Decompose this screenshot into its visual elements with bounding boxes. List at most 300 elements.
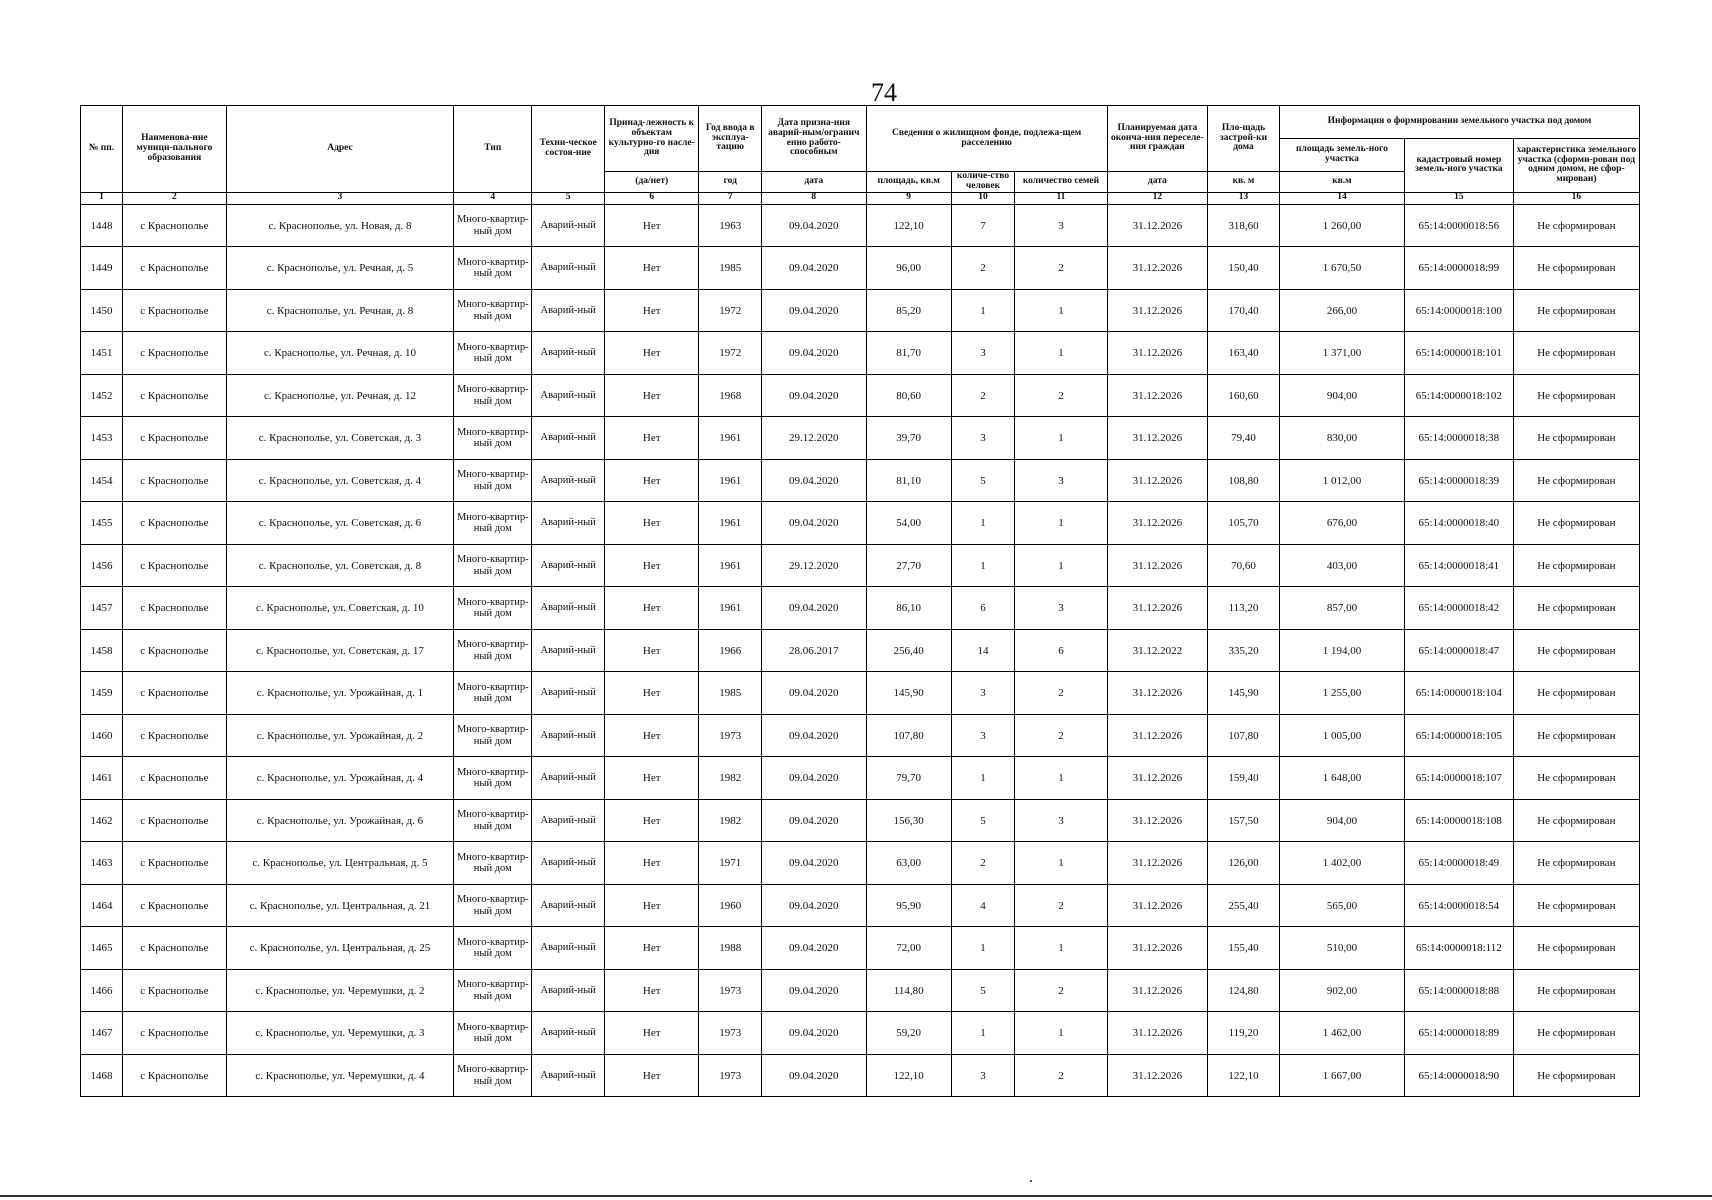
type-cell: Много-квартир-ный дом <box>454 1012 532 1055</box>
table-row <box>81 332 1640 375</box>
land-area-cell: 1 462,00 <box>1279 1012 1404 1055</box>
cadastral-number-cell: 65:14:0000018:47 <box>1405 629 1514 672</box>
planned-date-cell: 31.12.2026 <box>1107 417 1208 460</box>
family-count-cell: 1 <box>1015 842 1107 885</box>
planned-date-cell: 31.12.2026 <box>1107 672 1208 715</box>
area-cell: 122,10 <box>866 204 951 247</box>
tech-state-cell: Аварий-ный <box>532 502 605 545</box>
table-row <box>81 1012 1640 1055</box>
tech-state-cell: Аварий-ный <box>532 1054 605 1097</box>
people-count-cell: 2 <box>951 247 1015 290</box>
type-cell: Много-квартир-ный дом <box>454 884 532 927</box>
land-area-cell: 676,00 <box>1279 502 1404 545</box>
area-cell: 85,20 <box>866 289 951 332</box>
cadastral-number-cell: 65:14:0000018:39 <box>1405 459 1514 502</box>
land-status-cell: Не сформирован <box>1513 757 1639 800</box>
tech-state-cell: Аварий-ный <box>532 714 605 757</box>
land-status-cell: Не сформирован <box>1513 927 1639 970</box>
cadastral-number-cell: 65:14:0000018:42 <box>1405 587 1514 630</box>
land-status-cell: Не сформирован <box>1513 714 1639 757</box>
cadastral-number-cell: 65:14:0000018:107 <box>1405 757 1514 800</box>
people-count-cell: 5 <box>951 969 1015 1012</box>
planned-date-cell: 31.12.2026 <box>1107 587 1208 630</box>
table-row <box>81 587 1640 630</box>
heritage-cell: Нет <box>605 502 699 545</box>
year-cell: 1961 <box>699 544 762 587</box>
recognition-date-cell: 29.12.2020 <box>761 544 866 587</box>
table-row <box>81 544 1640 587</box>
address-cell: с. Краснополье, ул. Речная, д. 8 <box>226 289 454 332</box>
type-cell: Много-квартир-ный дом <box>454 332 532 375</box>
tech-state-cell: Аварий-ный <box>532 629 605 672</box>
subheader-families: количество семей <box>1015 172 1107 193</box>
area-cell: 39,70 <box>866 417 951 460</box>
land-status-cell: Не сформирован <box>1513 417 1639 460</box>
row-number-cell: 1463 <box>81 842 123 885</box>
municipality-cell: с Краснополье <box>123 884 227 927</box>
land-status-cell: Не сформирован <box>1513 884 1639 927</box>
land-area-cell: 904,00 <box>1279 374 1404 417</box>
row-number-cell: 1457 <box>81 587 123 630</box>
land-area-cell: 1 371,00 <box>1279 332 1404 375</box>
recognition-date-cell: 09.04.2020 <box>761 1054 866 1097</box>
cadastral-number-cell: 65:14:0000018:88 <box>1405 969 1514 1012</box>
people-count-cell: 2 <box>951 842 1015 885</box>
land-area-cell: 1 667,00 <box>1279 1054 1404 1097</box>
building-area-cell: 122,10 <box>1208 1054 1280 1097</box>
family-count-cell: 1 <box>1015 417 1107 460</box>
planned-date-cell: 31.12.2026 <box>1107 969 1208 1012</box>
cadastral-number-cell: 65:14:0000018:100 <box>1405 289 1514 332</box>
address-cell: с. Краснополье, ул. Центральная, д. 25 <box>226 927 454 970</box>
table-row <box>81 714 1640 757</box>
municipality-cell: с Краснополье <box>123 629 227 672</box>
tech-state-cell: Аварий-ный <box>532 289 605 332</box>
column-number: 14 <box>1279 192 1404 204</box>
tech-state-cell: Аварий-ный <box>532 417 605 460</box>
land-status-cell: Не сформирован <box>1513 374 1639 417</box>
area-cell: 63,00 <box>866 842 951 885</box>
row-number-cell: 1451 <box>81 332 123 375</box>
building-area-cell: 145,90 <box>1208 672 1280 715</box>
planned-date-cell: 31.12.2026 <box>1107 1054 1208 1097</box>
column-number: 5 <box>532 192 605 204</box>
cadastral-number-cell: 65:14:0000018:49 <box>1405 842 1514 885</box>
planned-date-cell: 31.12.2026 <box>1107 332 1208 375</box>
address-cell: с. Краснополье, ул. Центральная, д. 5 <box>226 842 454 885</box>
header-land-area: площадь земель-ного участка <box>1279 139 1404 172</box>
column-number: 8 <box>761 192 866 204</box>
building-area-cell: 155,40 <box>1208 927 1280 970</box>
table-body <box>81 204 1640 1097</box>
year-cell: 1968 <box>699 374 762 417</box>
people-count-cell: 3 <box>951 672 1015 715</box>
column-number: 12 <box>1107 192 1208 204</box>
type-cell: Много-квартир-ный дом <box>454 1054 532 1097</box>
recognition-date-cell: 09.04.2020 <box>761 374 866 417</box>
family-count-cell: 1 <box>1015 289 1107 332</box>
area-cell: 107,80 <box>866 714 951 757</box>
recognition-date-cell: 09.04.2020 <box>761 969 866 1012</box>
land-area-cell: 565,00 <box>1279 884 1404 927</box>
building-area-cell: 124,80 <box>1208 969 1280 1012</box>
planned-date-cell: 31.12.2026 <box>1107 884 1208 927</box>
type-cell: Много-квартир-ный дом <box>454 459 532 502</box>
building-area-cell: 70,60 <box>1208 544 1280 587</box>
area-cell: 81,10 <box>866 459 951 502</box>
address-cell: с. Краснополье, ул. Советская, д. 3 <box>226 417 454 460</box>
land-status-cell: Не сформирован <box>1513 799 1639 842</box>
column-number: 16 <box>1513 192 1639 204</box>
municipality-cell: с Краснополье <box>123 374 227 417</box>
building-area-cell: 108,80 <box>1208 459 1280 502</box>
family-count-cell: 2 <box>1015 969 1107 1012</box>
people-count-cell: 1 <box>951 927 1015 970</box>
column-number: 11 <box>1015 192 1107 204</box>
type-cell: Много-квартир-ный дом <box>454 374 532 417</box>
type-cell: Много-квартир-ный дом <box>454 587 532 630</box>
type-cell: Много-квартир-ный дом <box>454 969 532 1012</box>
address-cell: с. Краснополье, ул. Урожайная, д. 6 <box>226 799 454 842</box>
land-area-cell: 1 260,00 <box>1279 204 1404 247</box>
column-number: 13 <box>1208 192 1280 204</box>
municipality-cell: с Краснополье <box>123 502 227 545</box>
table-row <box>81 374 1640 417</box>
land-area-cell: 902,00 <box>1279 969 1404 1012</box>
municipality-cell: с Краснополье <box>123 332 227 375</box>
address-cell: с. Краснополье, ул. Центральная, д. 21 <box>226 884 454 927</box>
land-status-cell: Не сформирован <box>1513 1054 1639 1097</box>
address-cell: с. Краснополье, ул. Речная, д. 5 <box>226 247 454 290</box>
address-cell: с. Краснополье, ул. Урожайная, д. 4 <box>226 757 454 800</box>
heritage-cell: Нет <box>605 289 699 332</box>
type-cell: Много-квартир-ный дом <box>454 629 532 672</box>
tech-state-cell: Аварий-ный <box>532 842 605 885</box>
municipality-cell: с Краснополье <box>123 1012 227 1055</box>
subheader-year: год <box>699 172 762 193</box>
family-count-cell: 1 <box>1015 927 1107 970</box>
subheader-area: площадь, кв.м <box>866 172 951 193</box>
family-count-cell: 3 <box>1015 459 1107 502</box>
scan-speck <box>1030 1180 1032 1182</box>
land-status-cell: Не сформирован <box>1513 502 1639 545</box>
recognition-date-cell: 09.04.2020 <box>761 842 866 885</box>
row-number-cell: 1461 <box>81 757 123 800</box>
municipality-cell: с Краснополье <box>123 1054 227 1097</box>
subheader-land-area: кв.м <box>1279 172 1404 193</box>
tech-state-cell: Аварий-ный <box>532 969 605 1012</box>
cadastral-number-cell: 65:14:0000018:90 <box>1405 1054 1514 1097</box>
type-cell: Много-квартир-ный дом <box>454 544 532 587</box>
cadastral-number-cell: 65:14:0000018:41 <box>1405 544 1514 587</box>
header-planned-date: Планируемая дата оконча-ния переселе-ния граждан <box>1107 106 1208 172</box>
municipality-cell: с Краснополье <box>123 544 227 587</box>
people-count-cell: 1 <box>951 289 1015 332</box>
address-cell: с. Краснополье, ул. Советская, д. 4 <box>226 459 454 502</box>
planned-date-cell: 31.12.2026 <box>1107 374 1208 417</box>
table-row <box>81 204 1640 247</box>
table-row <box>81 247 1640 290</box>
municipality-cell: с Краснополье <box>123 799 227 842</box>
recognition-date-cell: 09.04.2020 <box>761 1012 866 1055</box>
land-area-cell: 1 648,00 <box>1279 757 1404 800</box>
header-land-group: Информация о формировании земельного участка под домом <box>1279 106 1639 139</box>
land-area-cell: 510,00 <box>1279 927 1404 970</box>
recognition-date-cell: 09.04.2020 <box>761 927 866 970</box>
type-cell: Много-квартир-ный дом <box>454 842 532 885</box>
header-heritage: Принад-лежность к объектам культурно-го насле-дия <box>605 106 699 172</box>
recognition-date-cell: 09.04.2020 <box>761 459 866 502</box>
header-year-commission: Год ввода в эксплуа-тацию <box>699 106 762 172</box>
land-area-cell: 830,00 <box>1279 417 1404 460</box>
people-count-cell: 3 <box>951 714 1015 757</box>
people-count-cell: 4 <box>951 884 1015 927</box>
year-cell: 1973 <box>699 1012 762 1055</box>
family-count-cell: 2 <box>1015 714 1107 757</box>
land-status-cell: Не сформирован <box>1513 459 1639 502</box>
family-count-cell: 1 <box>1015 544 1107 587</box>
tech-state-cell: Аварий-ный <box>532 332 605 375</box>
type-cell: Много-квартир-ный дом <box>454 289 532 332</box>
people-count-cell: 1 <box>951 757 1015 800</box>
planned-date-cell: 31.12.2026 <box>1107 502 1208 545</box>
municipality-cell: с Краснополье <box>123 927 227 970</box>
area-cell: 81,70 <box>866 332 951 375</box>
family-count-cell: 2 <box>1015 247 1107 290</box>
land-status-cell: Не сформирован <box>1513 1012 1639 1055</box>
header-building-area: Пло-щадь застрой-ки дома <box>1208 106 1280 172</box>
year-cell: 1971 <box>699 842 762 885</box>
family-count-cell: 1 <box>1015 332 1107 375</box>
planned-date-cell: 31.12.2026 <box>1107 842 1208 885</box>
planned-date-cell: 31.12.2026 <box>1107 459 1208 502</box>
heritage-cell: Нет <box>605 247 699 290</box>
heritage-cell: Нет <box>605 459 699 502</box>
row-number-cell: 1460 <box>81 714 123 757</box>
column-number: 3 <box>226 192 454 204</box>
planned-date-cell: 31.12.2026 <box>1107 204 1208 247</box>
land-status-cell: Не сформирован <box>1513 204 1639 247</box>
building-area-cell: 255,40 <box>1208 884 1280 927</box>
table-row <box>81 417 1640 460</box>
land-area-cell: 1 255,00 <box>1279 672 1404 715</box>
building-area-cell: 160,60 <box>1208 374 1280 417</box>
land-area-cell: 1 005,00 <box>1279 714 1404 757</box>
column-number-row <box>81 192 1640 204</box>
tech-state-cell: Аварий-ный <box>532 927 605 970</box>
building-area-cell: 318,60 <box>1208 204 1280 247</box>
recognition-date-cell: 09.04.2020 <box>761 714 866 757</box>
subheader-heritage: (да/нет) <box>605 172 699 193</box>
heritage-cell: Нет <box>605 927 699 970</box>
people-count-cell: 1 <box>951 1012 1015 1055</box>
building-area-cell: 79,40 <box>1208 417 1280 460</box>
area-cell: 80,60 <box>866 374 951 417</box>
row-number-cell: 1464 <box>81 884 123 927</box>
building-area-cell: 159,40 <box>1208 757 1280 800</box>
year-cell: 1985 <box>699 247 762 290</box>
header-housing-group: Сведения о жилищном фонде, подлежа-щем расселению <box>866 106 1107 172</box>
row-number-cell: 1449 <box>81 247 123 290</box>
cadastral-number-cell: 65:14:0000018:108 <box>1405 799 1514 842</box>
subheader-people: количе-ство человек <box>951 172 1015 193</box>
building-area-cell: 157,50 <box>1208 799 1280 842</box>
tech-state-cell: Аварий-ный <box>532 1012 605 1055</box>
table-row <box>81 1054 1640 1097</box>
planned-date-cell: 31.12.2026 <box>1107 544 1208 587</box>
cadastral-number-cell: 65:14:0000018:105 <box>1405 714 1514 757</box>
row-number-cell: 1459 <box>81 672 123 715</box>
municipality-cell: с Краснополье <box>123 672 227 715</box>
year-cell: 1963 <box>699 204 762 247</box>
tech-state-cell: Аварий-ный <box>532 799 605 842</box>
header-cadastral: кадастровый номер земель-ного участка <box>1405 139 1514 193</box>
year-cell: 1972 <box>699 332 762 375</box>
people-count-cell: 3 <box>951 1054 1015 1097</box>
header-land-char: характеристика земельного участка (сформи-рован под одним домом, не сфор-мирован) <box>1513 139 1639 193</box>
table-row <box>81 757 1640 800</box>
family-count-cell: 2 <box>1015 374 1107 417</box>
tech-state-cell: Аварий-ный <box>532 247 605 290</box>
land-area-cell: 266,00 <box>1279 289 1404 332</box>
subheader-building-area: кв. м <box>1208 172 1280 193</box>
area-cell: 96,00 <box>866 247 951 290</box>
row-number-cell: 1450 <box>81 289 123 332</box>
address-cell: с. Краснополье, ул. Новая, д. 8 <box>226 204 454 247</box>
table-row <box>81 289 1640 332</box>
planned-date-cell: 31.12.2022 <box>1107 629 1208 672</box>
header-type: Тип <box>454 106 532 193</box>
address-cell: с. Краснополье, ул. Советская, д. 8 <box>226 544 454 587</box>
column-number: 2 <box>123 192 227 204</box>
area-cell: 59,20 <box>866 1012 951 1055</box>
land-status-cell: Не сформирован <box>1513 544 1639 587</box>
municipality-cell: с Краснополье <box>123 289 227 332</box>
heritage-cell: Нет <box>605 374 699 417</box>
family-count-cell: 2 <box>1015 1054 1107 1097</box>
recognition-date-cell: 09.04.2020 <box>761 204 866 247</box>
table-row <box>81 502 1640 545</box>
cadastral-number-cell: 65:14:0000018:40 <box>1405 502 1514 545</box>
area-cell: 122,10 <box>866 1054 951 1097</box>
cadastral-number-cell: 65:14:0000018:104 <box>1405 672 1514 715</box>
heritage-cell: Нет <box>605 587 699 630</box>
building-area-cell: 163,40 <box>1208 332 1280 375</box>
recognition-date-cell: 29.12.2020 <box>761 417 866 460</box>
heritage-cell: Нет <box>605 1054 699 1097</box>
address-cell: с. Краснополье, ул. Черемушки, д. 4 <box>226 1054 454 1097</box>
cadastral-number-cell: 65:14:0000018:99 <box>1405 247 1514 290</box>
land-status-cell: Не сформирован <box>1513 672 1639 715</box>
address-cell: с. Краснополье, ул. Черемушки, д. 3 <box>226 1012 454 1055</box>
municipality-cell: с Краснополье <box>123 757 227 800</box>
family-count-cell: 3 <box>1015 587 1107 630</box>
row-number-cell: 1462 <box>81 799 123 842</box>
tech-state-cell: Аварий-ный <box>532 757 605 800</box>
column-number: 6 <box>605 192 699 204</box>
year-cell: 1961 <box>699 417 762 460</box>
tech-state-cell: Аварий-ный <box>532 884 605 927</box>
tech-state-cell: Аварий-ный <box>532 587 605 630</box>
year-cell: 1961 <box>699 459 762 502</box>
area-cell: 256,40 <box>866 629 951 672</box>
land-status-cell: Не сформирован <box>1513 332 1639 375</box>
column-number: 10 <box>951 192 1015 204</box>
cadastral-number-cell: 65:14:0000018:89 <box>1405 1012 1514 1055</box>
land-status-cell: Не сформирован <box>1513 629 1639 672</box>
area-cell: 54,00 <box>866 502 951 545</box>
row-number-cell: 1467 <box>81 1012 123 1055</box>
heritage-cell: Нет <box>605 417 699 460</box>
recognition-date-cell: 09.04.2020 <box>761 289 866 332</box>
municipality-cell: с Краснополье <box>123 842 227 885</box>
family-count-cell: 1 <box>1015 1012 1107 1055</box>
heritage-cell: Нет <box>605 799 699 842</box>
header-municipality: Наименова-ние муници-пального образования <box>123 106 227 193</box>
tech-state-cell: Аварий-ный <box>532 204 605 247</box>
planned-date-cell: 31.12.2026 <box>1107 247 1208 290</box>
heritage-cell: Нет <box>605 884 699 927</box>
building-area-cell: 113,20 <box>1208 587 1280 630</box>
row-number-cell: 1468 <box>81 1054 123 1097</box>
row-number-cell: 1455 <box>81 502 123 545</box>
table-row <box>81 459 1640 502</box>
address-cell: с. Краснополье, ул. Советская, д. 10 <box>226 587 454 630</box>
building-area-cell: 170,40 <box>1208 289 1280 332</box>
municipality-cell: с Краснополье <box>123 417 227 460</box>
header-date-recognition: Дата призна-ния аварий-ным/огранич енно работо-способным <box>761 106 866 172</box>
year-cell: 1973 <box>699 1054 762 1097</box>
row-number-cell: 1453 <box>81 417 123 460</box>
table-row <box>81 799 1640 842</box>
heritage-cell: Нет <box>605 544 699 587</box>
people-count-cell: 1 <box>951 544 1015 587</box>
row-number-cell: 1454 <box>81 459 123 502</box>
family-count-cell: 1 <box>1015 502 1107 545</box>
heritage-cell: Нет <box>605 204 699 247</box>
column-number: 9 <box>866 192 951 204</box>
people-count-cell: 2 <box>951 374 1015 417</box>
year-cell: 1961 <box>699 587 762 630</box>
land-area-cell: 904,00 <box>1279 799 1404 842</box>
people-count-cell: 1 <box>951 502 1015 545</box>
land-area-cell: 403,00 <box>1279 544 1404 587</box>
recognition-date-cell: 09.04.2020 <box>761 884 866 927</box>
family-count-cell: 1 <box>1015 757 1107 800</box>
area-cell: 156,30 <box>866 799 951 842</box>
people-count-cell: 7 <box>951 204 1015 247</box>
area-cell: 72,00 <box>866 927 951 970</box>
address-cell: с. Краснополье, ул. Речная, д. 10 <box>226 332 454 375</box>
address-cell: с. Краснополье, ул. Черемушки, д. 2 <box>226 969 454 1012</box>
page-number: 74 <box>871 78 897 107</box>
building-area-cell: 105,70 <box>1208 502 1280 545</box>
table-row <box>81 672 1640 715</box>
land-status-cell: Не сформирован <box>1513 247 1639 290</box>
row-number-cell: 1452 <box>81 374 123 417</box>
recognition-date-cell: 28.06.2017 <box>761 629 866 672</box>
recognition-date-cell: 09.04.2020 <box>761 247 866 290</box>
area-cell: 27,70 <box>866 544 951 587</box>
land-area-cell: 857,00 <box>1279 587 1404 630</box>
area-cell: 114,80 <box>866 969 951 1012</box>
recognition-date-cell: 09.04.2020 <box>761 672 866 715</box>
land-area-cell: 1 194,00 <box>1279 629 1404 672</box>
table-row <box>81 842 1640 885</box>
year-cell: 1966 <box>699 629 762 672</box>
land-area-cell: 1 670,50 <box>1279 247 1404 290</box>
row-number-cell: 1456 <box>81 544 123 587</box>
